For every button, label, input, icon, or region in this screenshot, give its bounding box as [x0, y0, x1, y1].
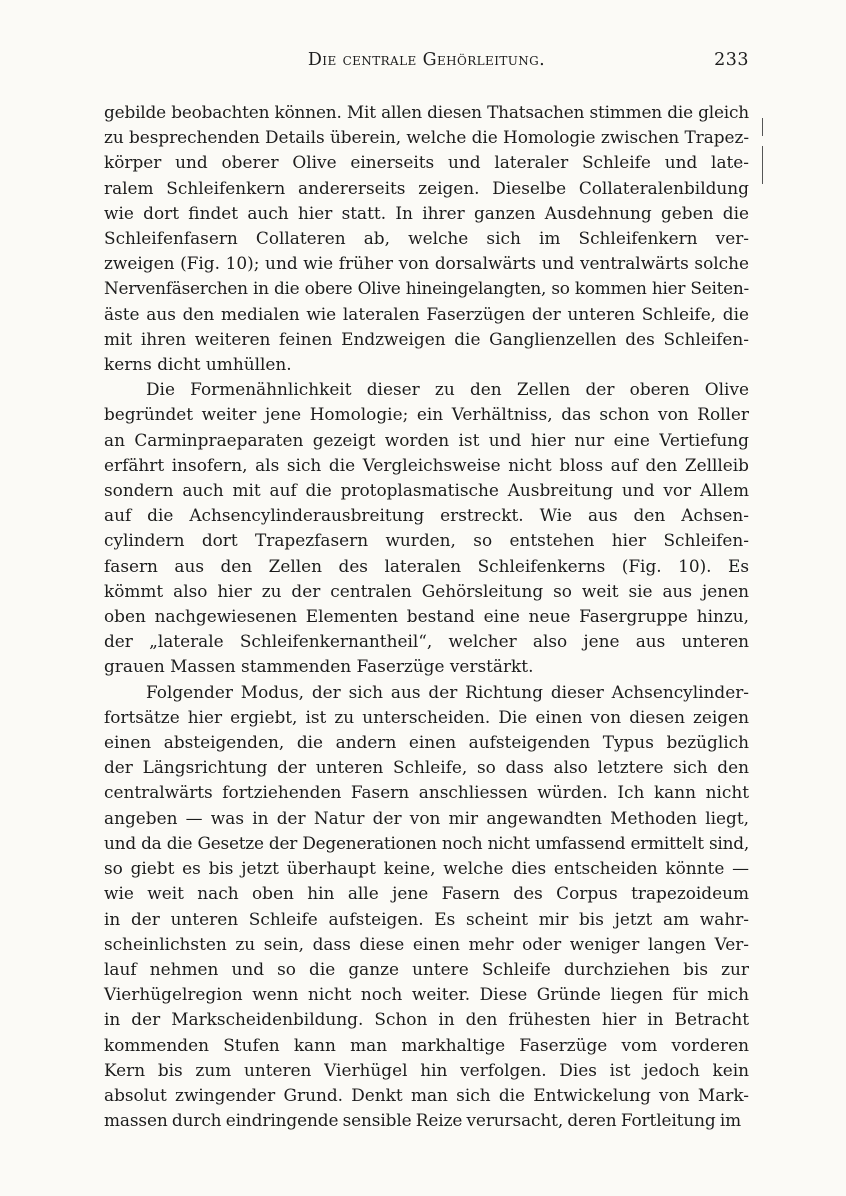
text-line: Folgender Modus, der sich aus der Richtung dieser Achsencylinder- — [146, 681, 749, 702]
margin-mark — [762, 118, 763, 136]
text-line: centralwärts fortziehenden Fasern anschliessen würden. Ich kann nicht — [104, 782, 749, 803]
text-line: körper und oberer Olive einerseits und lateraler Schleife und late- — [104, 152, 749, 173]
text-line: scheinlichsten zu sein, dass diese einen mehr oder weniger langen Ver- — [104, 933, 749, 954]
text-line: Vierhügelregion wenn nicht noch weiter. Diese Gründe liegen für mich — [104, 984, 749, 1005]
text-line: kömmt also hier zu der centralen Gehörsleitung so weit sie aus jenen — [104, 580, 749, 601]
text-line: begründet weiter jene Homologie; ein Verhältniss, das schon von Roller — [104, 404, 749, 425]
text-line: in der unteren Schleife aufsteigen. Es scheint mir bis jetzt am wahr- — [104, 908, 749, 929]
text-line: wie weit nach oben hin alle jene Fasern des Corpus trapezoideum — [104, 883, 749, 904]
text-line: Die Formenähnlichkeit dieser zu den Zellen der oberen Olive — [146, 379, 749, 400]
text-line: Kern bis zum unteren Vierhügel hin verfolgen. Dies ist jedoch kein — [104, 1059, 749, 1080]
text-line: fasern aus den Zellen des lateralen Schleifenkerns (Fig. 10). Es — [104, 555, 749, 576]
running-title: Die centrale Gehörleitung. — [307, 50, 546, 70]
text-line: an Carminpraeparaten gezeigt worden ist und hier nur eine Vertiefung — [104, 429, 749, 450]
text-line: und da die Gesetze der Degenerationen noch nicht umfassend ermittelt sind, — [104, 832, 749, 853]
text-line: kommenden Stufen kann man markhaltige Faserzüge vom vorderen — [104, 1034, 749, 1055]
text-line: sondern auch mit auf die protoplasmatische Ausbreitung und vor Allem — [104, 480, 749, 501]
text-line: kerns dicht umhüllen. — [104, 354, 292, 375]
text-line: äste aus den medialen wie lateralen Faserzügen der unteren Schleife, die — [104, 303, 749, 324]
text-line: der Längsrichtung der unteren Schleife, so dass also letztere sich den — [104, 757, 749, 778]
text-line: oben nachgewiesenen Elementen bestand eine neue Fasergruppe hinzu, — [104, 606, 749, 627]
text-line: angeben — was in der Natur der von mir angewandten Methoden liegt, — [104, 807, 749, 828]
text-line: cylindern dort Trapezfasern wurden, so entstehen hier Schleifen- — [104, 530, 749, 551]
text-line: grauen Massen stammenden Faserzüge verstärkt. — [104, 656, 534, 677]
text-line: einen absteigenden, die andern einen aufsteigenden Typus bezüglich — [104, 732, 749, 753]
paragraph — [104, 377, 749, 679]
text-line: wie dort findet auch hier statt. In ihrer ganzen Ausdehnung geben die — [104, 202, 749, 223]
text-line: zweigen (Fig. 10); und wie früher von dorsalwärts und ventralwärts solche — [104, 253, 749, 274]
text-line: auf die Achsencylinderausbreitung erstreckt. Wie aus den Achsen- — [104, 505, 749, 526]
text-line: der „laterale Schleifenkernantheil“, welcher also jene aus unteren — [104, 631, 749, 652]
page-number: 233 — [714, 50, 749, 70]
paragraph — [104, 680, 749, 1134]
page-header — [104, 50, 749, 76]
text-line: zu besprechenden Details überein, welche die Homologie zwischen Trapez- — [104, 127, 749, 148]
margin-mark — [762, 146, 763, 184]
text-line: so giebt es bis jetzt überhaupt keine, welche dies entscheiden könnte — — [104, 858, 749, 879]
text-line: absolut zwingender Grund. Denkt man sich die Entwickelung von Mark- — [104, 1084, 749, 1105]
text-line: massen durch eindringende sensible Reize verursacht, deren Fortleitung im — [104, 1110, 742, 1131]
text-line: in der Markscheidenbildung. Schon in den frühesten hier in Betracht — [104, 1009, 749, 1030]
body-text — [104, 100, 749, 1133]
text-line: erfährt insofern, als sich die Vergleichsweise nicht bloss auf den Zellleib — [104, 454, 749, 475]
text-line: lauf nehmen und so die ganze untere Schleife durchziehen bis zur — [104, 958, 749, 979]
text-line: gebilde beobachten können. Mit allen diesen Thatsachen stimmen die gleich — [104, 102, 749, 122]
text-line: Schleifenfasern Collateren ab, welche sich im Schleifenkern ver- — [104, 228, 749, 249]
text-line: fortsätze hier ergiebt, ist zu unterscheiden. Die einen von diesen zeigen — [104, 706, 749, 727]
text-line: ralem Schleifenkern andererseits zeigen. Dieselbe Collateralenbildung — [104, 177, 749, 198]
text-line: mit ihren weiteren feinen Endzweigen die Ganglienzellen des Schleifen- — [104, 328, 749, 349]
paragraph — [104, 100, 749, 377]
text-line: Nervenfäserchen in die obere Olive hineingelangten, so kommen hier Seiten- — [104, 278, 749, 299]
